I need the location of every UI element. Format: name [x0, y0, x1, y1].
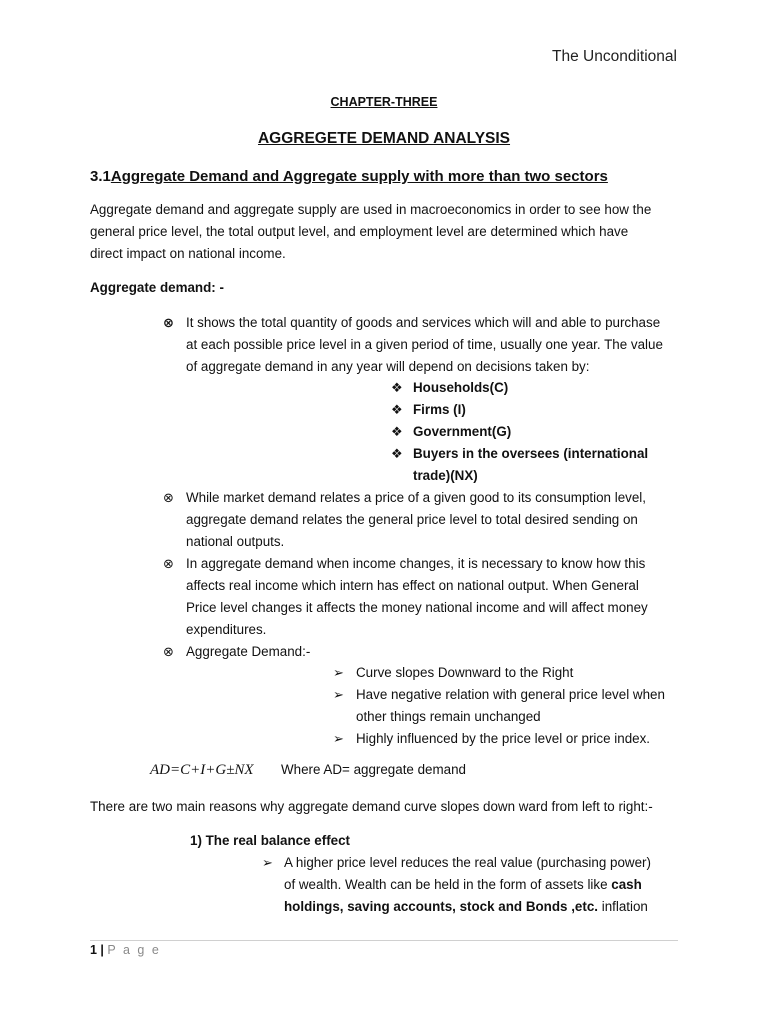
- chapter-title: AGGREGETE DEMAND ANALYSIS: [257, 130, 511, 147]
- reason1-line: A higher price level reduces the real value (purchasing power): [284, 855, 651, 870]
- bullet-line: expenditures.: [186, 622, 267, 637]
- sector-item: trade)(NX): [413, 468, 478, 483]
- curve-point: other things remain unchanged: [356, 709, 541, 724]
- footer-divider: [90, 940, 678, 941]
- reason1-text: inflation: [598, 899, 648, 914]
- circle-bullet-icon: ⊗: [163, 490, 174, 505]
- diamond-bullet-icon: ❖: [391, 402, 403, 417]
- intro-line: direct impact on national income.: [90, 246, 286, 261]
- diamond-bullet-icon: ❖: [391, 424, 403, 439]
- page-label: P a g e: [107, 943, 161, 957]
- bullet-line: national outputs.: [186, 534, 285, 549]
- sector-item: Firms (I): [413, 402, 466, 417]
- ad-formula: AD=C+I+G±NX: [150, 762, 254, 778]
- bullet-line: Price level changes it affects the money national income and will affect money: [186, 600, 648, 615]
- reason1-line: [284, 896, 648, 918]
- bullet-line: In aggregate demand when income changes, it is necessary to know how this: [186, 556, 646, 571]
- reason1-line: [284, 874, 642, 896]
- circle-bullet-icon: ⊗: [163, 315, 174, 330]
- bullet-line: at each possible price level in a given period of time, usually one year. The value: [186, 337, 663, 352]
- diamond-bullet-icon: ❖: [391, 446, 403, 461]
- intro-line: general price level, the total output level, and employment level are determined which have: [90, 224, 629, 239]
- arrow-bullet-icon: ➢: [333, 665, 344, 680]
- reason1-text: of wealth. Wealth can be held in the form of assets like: [284, 877, 612, 892]
- page-footer: [90, 943, 161, 957]
- chapter-label: CHAPTER-THREE: [330, 95, 438, 109]
- bullet-line: affects real income which intern has effect on national output. When General: [186, 578, 639, 593]
- bullet-line: It shows the total quantity of goods and services which will and able to purchase: [186, 315, 661, 330]
- bullet-line: While market demand relates a price of a given good to its consumption level,: [186, 490, 646, 505]
- bullet-line: Aggregate Demand:-: [186, 644, 311, 659]
- circle-bullet-icon: ⊗: [163, 644, 174, 659]
- sector-item: Households(C): [413, 380, 509, 395]
- arrow-bullet-icon: ➢: [333, 731, 344, 746]
- diamond-bullet-icon: ❖: [391, 380, 403, 395]
- section-heading: [90, 168, 608, 185]
- reason1-heading: 1) The real balance effect: [190, 833, 351, 848]
- reason1-bold-text: holdings, saving accounts, stock and Bonds ,etc.: [284, 899, 598, 914]
- curve-point: Have negative relation with general price level when: [356, 687, 665, 702]
- curve-point: Curve slopes Downward to the Right: [356, 665, 574, 680]
- bullet-line: aggregate demand relates the general price level to total desired sending on: [186, 512, 638, 527]
- reasons-intro: There are two main reasons why aggregate demand curve slopes down ward from left to right:-: [90, 799, 653, 814]
- formula-note: Where AD= aggregate demand: [281, 762, 466, 777]
- section-title: Aggregate Demand and Aggregate supply with more than two sectors: [110, 168, 608, 185]
- ad-heading: Aggregate demand: -: [90, 280, 224, 295]
- sector-item: Government(G): [413, 424, 512, 439]
- circle-bullet-icon: ⊗: [163, 556, 174, 571]
- bullet-line: of aggregate demand in any year will depend on decisions taken by:: [186, 359, 590, 374]
- arrow-bullet-icon: ➢: [333, 687, 344, 702]
- page-number: 1 |: [90, 943, 104, 957]
- curve-point: Highly influenced by the price level or price index.: [356, 731, 651, 746]
- running-header: The Unconditional: [552, 48, 677, 65]
- section-number: 3.1: [90, 168, 111, 185]
- reason1-bold-text: cash: [611, 877, 642, 892]
- intro-line: Aggregate demand and aggregate supply are used in macroeconomics in order to see how the: [90, 202, 652, 217]
- arrow-bullet-icon: ➢: [262, 855, 273, 870]
- sector-item: Buyers in the oversees (international: [413, 446, 649, 461]
